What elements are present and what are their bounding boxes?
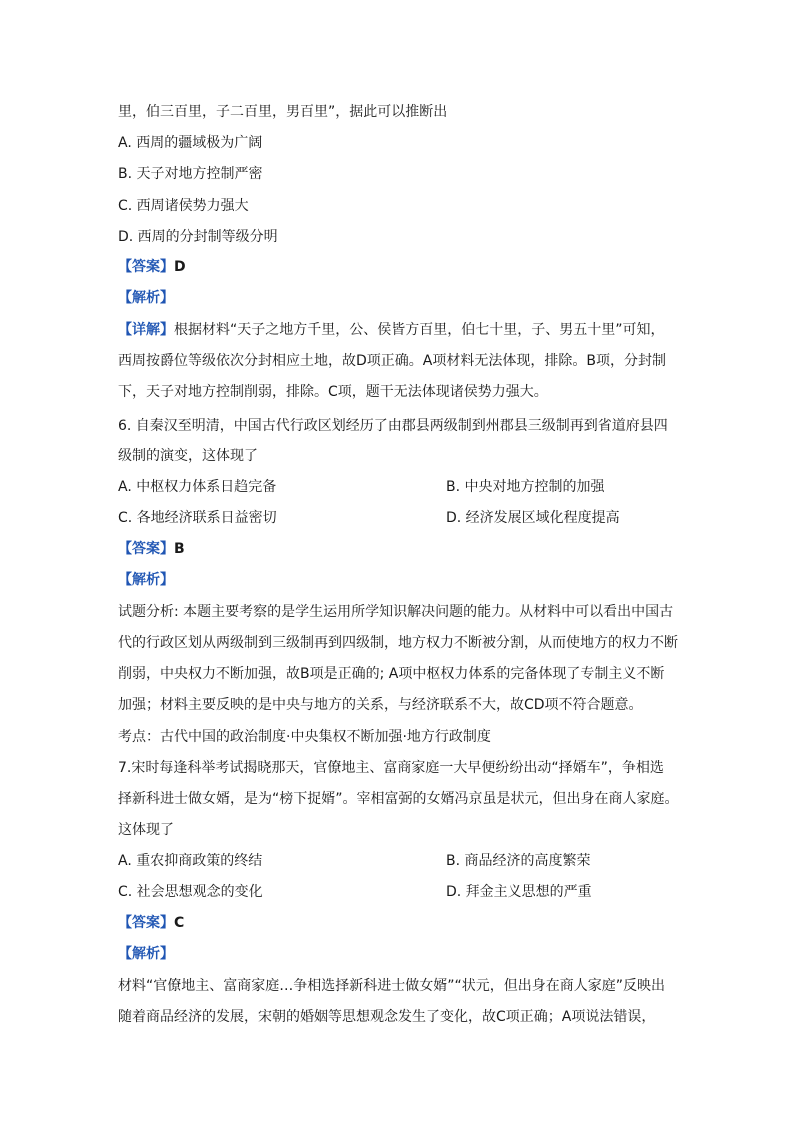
q5-option-c: C. 西周诸侯势力强大 [118, 198, 249, 214]
q6-analysis-tag [118, 570, 174, 590]
q5-option-b: B. 天子对地方控制严密 [118, 166, 263, 182]
q5-option-d: D. 西周的分封制等级分明 [118, 229, 278, 245]
q7-stem-line-3: 这体现了 [118, 822, 174, 838]
q6-analysis-line-2: 代的行政区划从两级制到三级制再到四级制，地方权力不断被分割，从而使地方的权力不断 [118, 635, 678, 651]
q6-answer-value: B [174, 541, 185, 557]
q6-option-d: D. 经济发展区域化程度提高 [446, 510, 620, 526]
q5-analysis-label: 【解析】 [118, 290, 174, 306]
q6-analysis-line-5: 考点：古代中国的政治制度·中央集权不断加强·地方行政制度 [118, 729, 491, 745]
q6-analysis-line-3: 削弱，中央权力不断加强，故B项是正确的; A项中枢权力体系的完备体现了专制主义不断 [118, 666, 665, 682]
q5-analysis-tag [118, 288, 174, 308]
q7-answer-tag: 【答案】 [118, 915, 174, 931]
q7-stem-line-1: 7.宋时每逢科举考试揭晓那天，官僚地主、富商家庭一大早便纷纷出动“择婿车”，争相选 [118, 760, 664, 776]
q7-analysis-label: 【解析】 [118, 946, 174, 962]
q7-analysis-line-2: 随着商品经济的发展，宋朝的婚姻等思想观念发生了变化，故C项正确；A项说法错误， [118, 1009, 656, 1025]
q7-answer [118, 913, 184, 933]
q7-analysis-line-1: 材料“官僚地主、富商家庭…争相选择新科进士做女婿”“状元，但出身在商人家庭”反映出 [118, 978, 666, 994]
q6-answer [118, 539, 185, 559]
q6-stem-line-1: 6. 自秦汉至明清，中国古代行政区划经历了由郡县两级制到州郡县三级制再到省道府县四 [118, 418, 668, 434]
q7-analysis-tag [118, 944, 174, 964]
q7-answer-value: C [174, 915, 185, 931]
q5-detail-tag: 【详解】 [118, 322, 174, 338]
q5-answer [118, 257, 186, 277]
q6-option-a: A. 中枢权力体系日趋完备 [118, 479, 277, 495]
q6-stem-line-2: 级制的演变，这体现了 [118, 448, 258, 464]
q6-answer-tag: 【答案】 [118, 541, 174, 557]
q5-detail-text-1: 根据材料“天子之地方千里，公、侯皆方百里，伯七十里，子、男五十里”可知， [174, 322, 665, 338]
q5-detail-line-3: 下，天子对地方控制削弱，排除。C项，题干无法体现诸侯势力强大。 [118, 384, 548, 400]
q7-option-c: C. 社会思想观念的变化 [118, 884, 263, 900]
q6-option-b: B. 中央对地方控制的加强 [446, 479, 605, 495]
q7-option-b: B. 商品经济的高度繁荣 [446, 853, 591, 869]
q6-analysis-line-4: 加强；材料主要反映的是中央与地方的关系，与经济联系不大，故CD项不符合题意。 [118, 697, 643, 713]
q6-option-c: C. 各地经济联系日益密切 [118, 510, 277, 526]
q5-answer-value: D [174, 259, 186, 275]
q7-stem-line-2: 择新科进士做女婿，是为“榜下捉婿”。宰相富弼的女婿冯京虽是状元，但出身在商人家庭。 [118, 791, 679, 807]
q7-option-a: A. 重农抑商政策的终结 [118, 853, 263, 869]
q5-option-a: A. 西周的疆域极为广阔 [118, 135, 263, 151]
q5-answer-tag: 【答案】 [118, 259, 174, 275]
q5-stem-tail: 里，伯三百里，子二百里，男百里”，据此可以推断出 [118, 104, 448, 120]
q5-detail-line-1 [118, 320, 665, 340]
q6-analysis-label: 【解析】 [118, 572, 174, 588]
q7-option-d: D. 拜金主义思想的严重 [446, 884, 592, 900]
q6-analysis-line-1: 试题分析: 本题主要考察的是学生运用所学知识解决问题的能力。从材料中可以看出中国古 [118, 604, 674, 620]
q5-detail-line-2: 西周按爵位等级依次分封相应土地，故D项正确。A项材料无法体现，排除。B项，分封制 [118, 353, 666, 369]
